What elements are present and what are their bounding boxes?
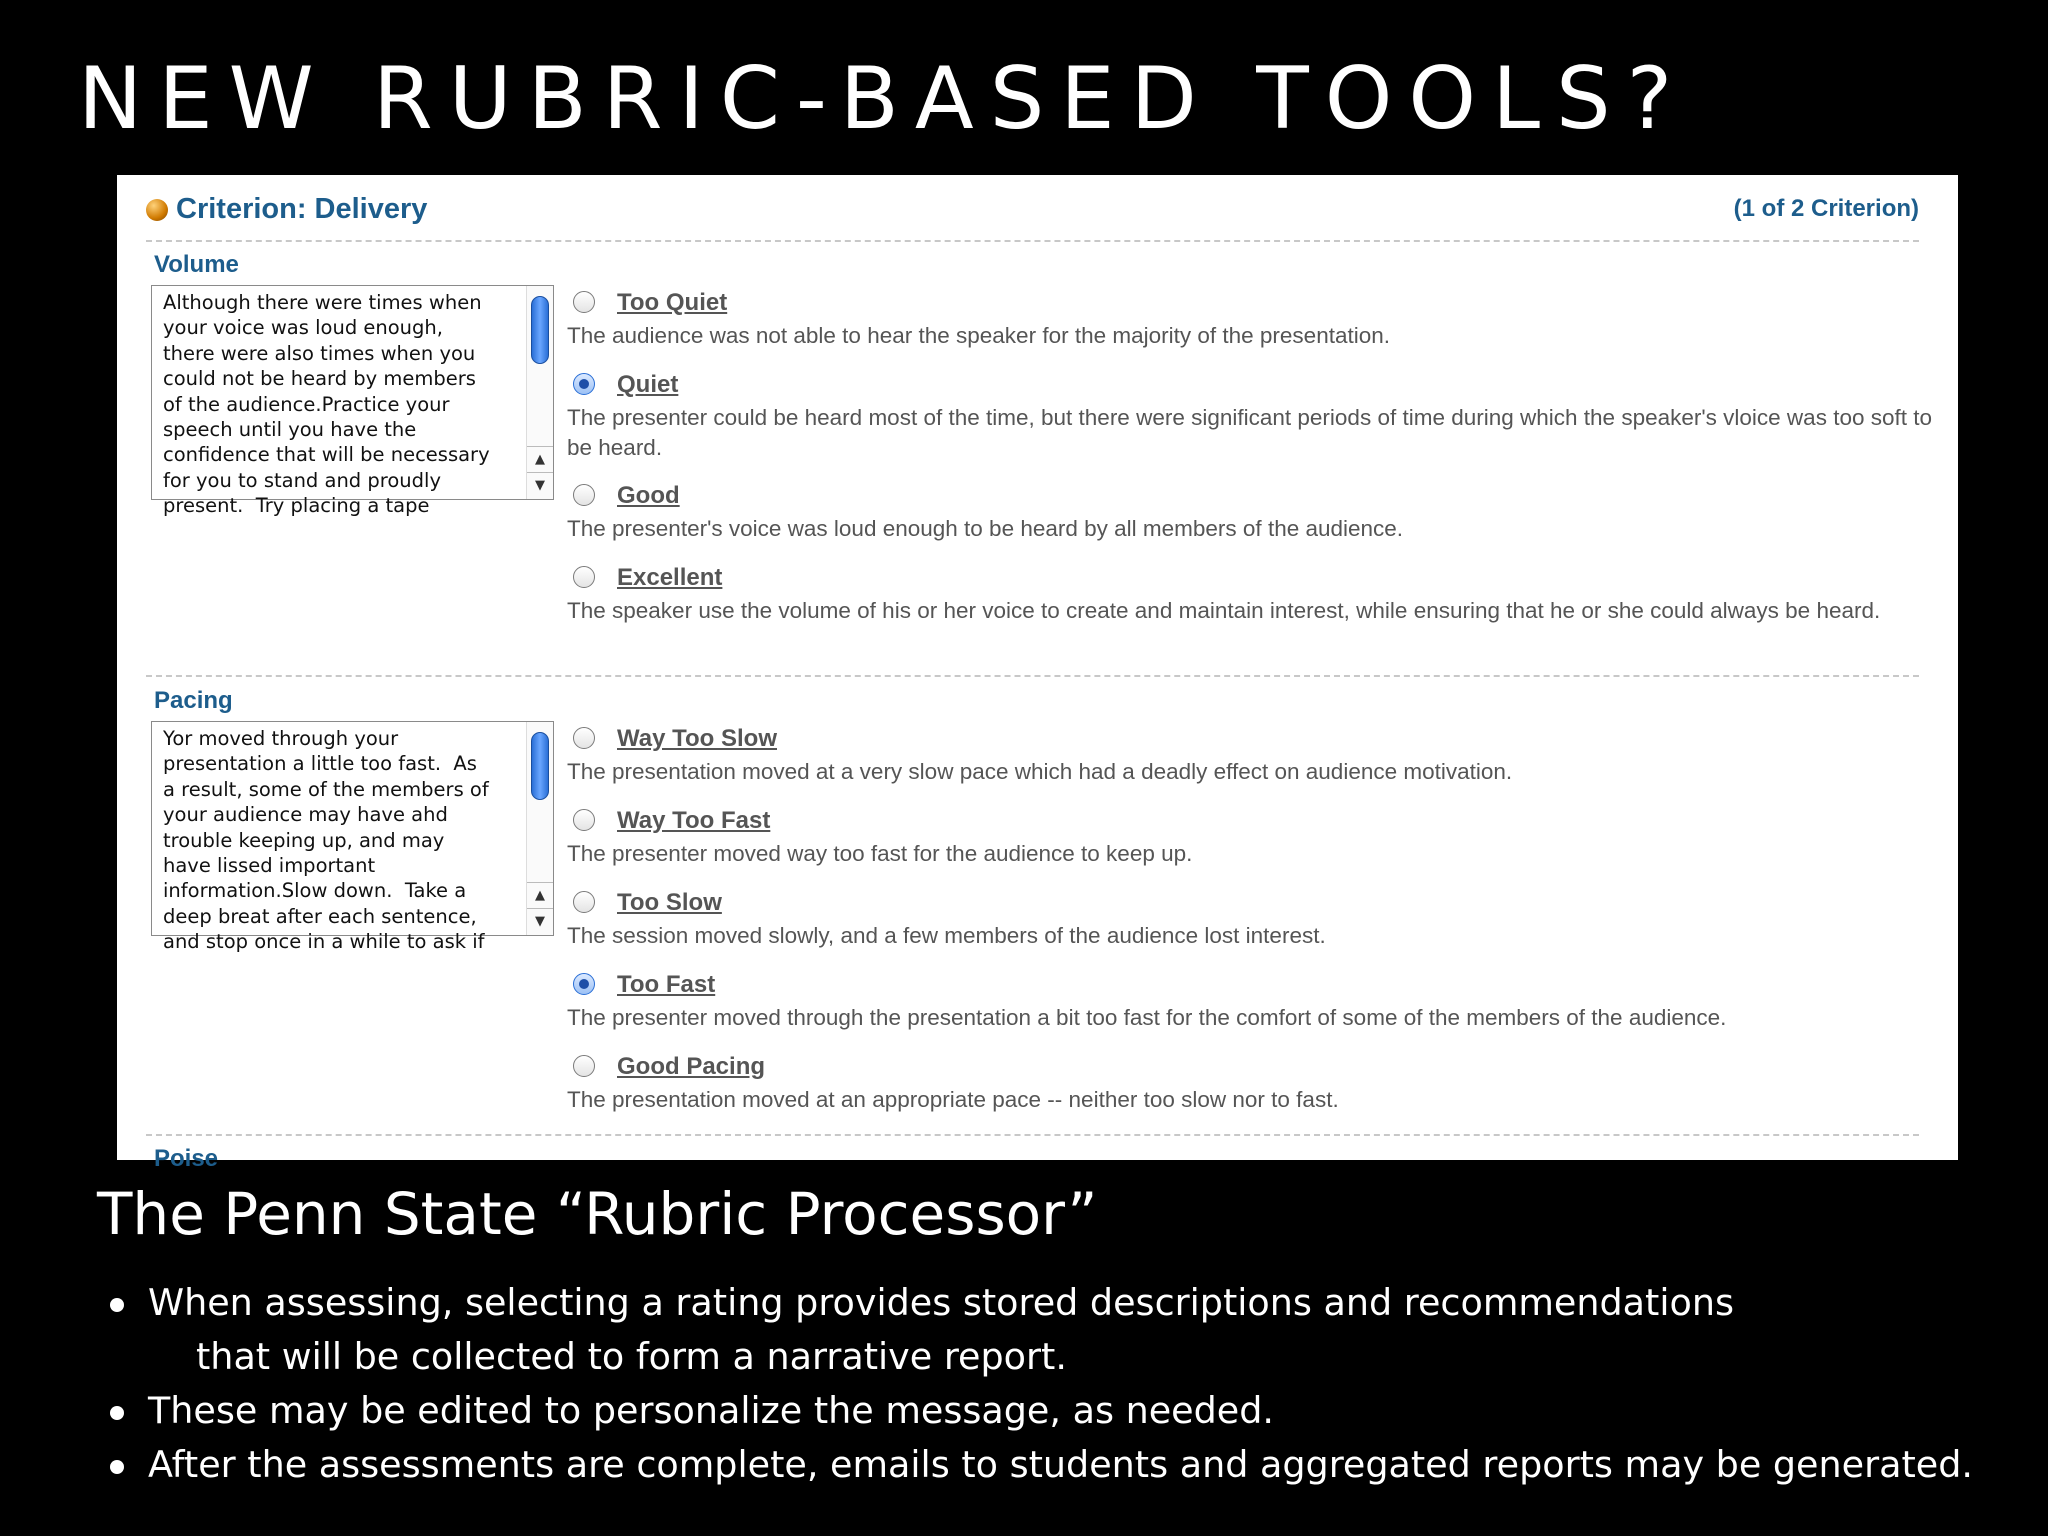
scrollbar-thumb[interactable] bbox=[531, 732, 549, 800]
orange-ball-icon bbox=[146, 199, 168, 221]
section-label-volume: Volume bbox=[154, 251, 239, 278]
option-way-too-slow[interactable] bbox=[567, 725, 1947, 787]
criterion-header bbox=[146, 193, 1919, 225]
option-description: The session moved slowly, and a few members of the audience lost interest. bbox=[567, 923, 1326, 948]
radio-button[interactable] bbox=[573, 1055, 595, 1077]
scrollbar[interactable] bbox=[526, 286, 553, 499]
rubric-screenshot bbox=[117, 175, 1958, 1172]
bullet-list bbox=[110, 1276, 2010, 1492]
section-label-pacing: Pacing bbox=[154, 687, 233, 714]
option-label[interactable]: Too Fast bbox=[617, 971, 716, 998]
radio-button[interactable] bbox=[573, 809, 595, 831]
caption-title: The Penn State “Rubric Processor” bbox=[97, 1180, 1098, 1248]
option-description: The presenter moved through the presentation a bit too fast for the comfort of some of the members of the audience. bbox=[567, 1005, 1727, 1030]
option-description: The audience was not able to hear the speaker for the majority of the presentation. bbox=[567, 323, 1390, 348]
option-description: The presentation moved at an appropriate pace -- neither too slow nor to fast. bbox=[567, 1087, 1339, 1112]
bullet-item bbox=[110, 1276, 2010, 1384]
scrollbar[interactable] bbox=[526, 722, 553, 935]
option-label[interactable]: Good bbox=[617, 482, 680, 509]
comment-text: Yor moved through your presentation a little too fast. As a result, some of the members of your audience may have ahd trouble keeping up, and may have lissed important information.Slow down. Take a deep breat after each sentence, and stop once in a while to ask if bbox=[163, 727, 489, 954]
scroll-up-arrow-icon[interactable]: ▲ bbox=[527, 446, 553, 473]
option-description: The speaker use the volume of his or her voice to create and maintain interest, while ensuring that he or she could always be heard. bbox=[567, 598, 1881, 623]
section-label-poise: Poise bbox=[154, 1145, 219, 1172]
option-label[interactable]: Good Pacing bbox=[617, 1053, 766, 1080]
scroll-down-arrow-icon[interactable]: ▼ bbox=[527, 472, 553, 499]
option-too-quiet[interactable] bbox=[567, 289, 1947, 351]
option-description: The presenter moved way too fast for the audience to keep up. bbox=[567, 841, 1193, 866]
option-good[interactable] bbox=[567, 482, 1947, 544]
option-description: The presentation moved at a very slow pace which had a deadly effect on audience motivation. bbox=[567, 759, 1513, 784]
scrollbar-thumb[interactable] bbox=[531, 296, 549, 364]
option-good-pacing[interactable] bbox=[567, 1053, 1947, 1115]
bullet-item bbox=[110, 1384, 2010, 1438]
comment-box-volume[interactable] bbox=[151, 285, 554, 518]
bullet-item bbox=[110, 1438, 2010, 1492]
radio-button-selected[interactable] bbox=[573, 373, 595, 395]
option-label[interactable]: Too Quiet bbox=[617, 289, 728, 316]
divider bbox=[146, 240, 1919, 242]
option-description: The presenter's voice was loud enough to be heard by all members of the audience. bbox=[567, 516, 1404, 541]
option-too-fast[interactable] bbox=[567, 971, 1947, 1033]
option-label[interactable]: Too Slow bbox=[617, 889, 722, 916]
bullet-text: When assessing, selecting a rating provides stored descriptions and recommendations bbox=[148, 1281, 1734, 1324]
radio-button[interactable] bbox=[573, 566, 595, 588]
option-quiet[interactable] bbox=[567, 371, 1947, 463]
divider bbox=[146, 1134, 1919, 1136]
radio-button-selected[interactable] bbox=[573, 973, 595, 995]
criterion-count: (1 of 2 Criterion) bbox=[1733, 195, 1919, 222]
scroll-down-arrow-icon[interactable]: ▼ bbox=[527, 908, 553, 935]
comment-box-pacing[interactable] bbox=[151, 721, 554, 954]
option-excellent[interactable] bbox=[567, 564, 1947, 626]
radio-button[interactable] bbox=[573, 291, 595, 313]
option-label[interactable]: Quiet bbox=[617, 371, 679, 398]
option-way-too-fast[interactable] bbox=[567, 807, 1947, 869]
option-too-slow[interactable] bbox=[567, 889, 1947, 951]
option-label[interactable]: Way Too Fast bbox=[617, 807, 771, 834]
option-label[interactable]: Way Too Slow bbox=[617, 725, 777, 752]
bullet-text: These may be edited to personalize the message, as needed. bbox=[148, 1389, 1275, 1432]
divider bbox=[146, 675, 1919, 677]
criterion-title: Criterion: Delivery bbox=[176, 193, 428, 225]
scroll-up-arrow-icon[interactable]: ▲ bbox=[527, 882, 553, 909]
bullet-text: After the assessments are complete, emails to students and aggregated reports may be generated. bbox=[148, 1443, 1973, 1486]
option-description: The presenter could be heard most of the time, but there were significant periods of time during which the speaker's vloice was too soft to be heard. bbox=[567, 405, 1933, 460]
radio-button[interactable] bbox=[573, 484, 595, 506]
bullet-text-continued: that will be collected to form a narrative report. bbox=[196, 1335, 1067, 1378]
radio-button[interactable] bbox=[573, 727, 595, 749]
slide-title: NEW RUBRIC-BASED TOOLS? bbox=[78, 49, 1689, 149]
option-label[interactable]: Excellent bbox=[617, 564, 723, 591]
comment-text: Although there were times when your voice was loud enough, there were also times when you could not be heard by members of the audience.Practice your speech until you have the confidence that will be necessary for you to stand and proudly present. Try placing a tape bbox=[163, 291, 490, 518]
radio-button[interactable] bbox=[573, 891, 595, 913]
